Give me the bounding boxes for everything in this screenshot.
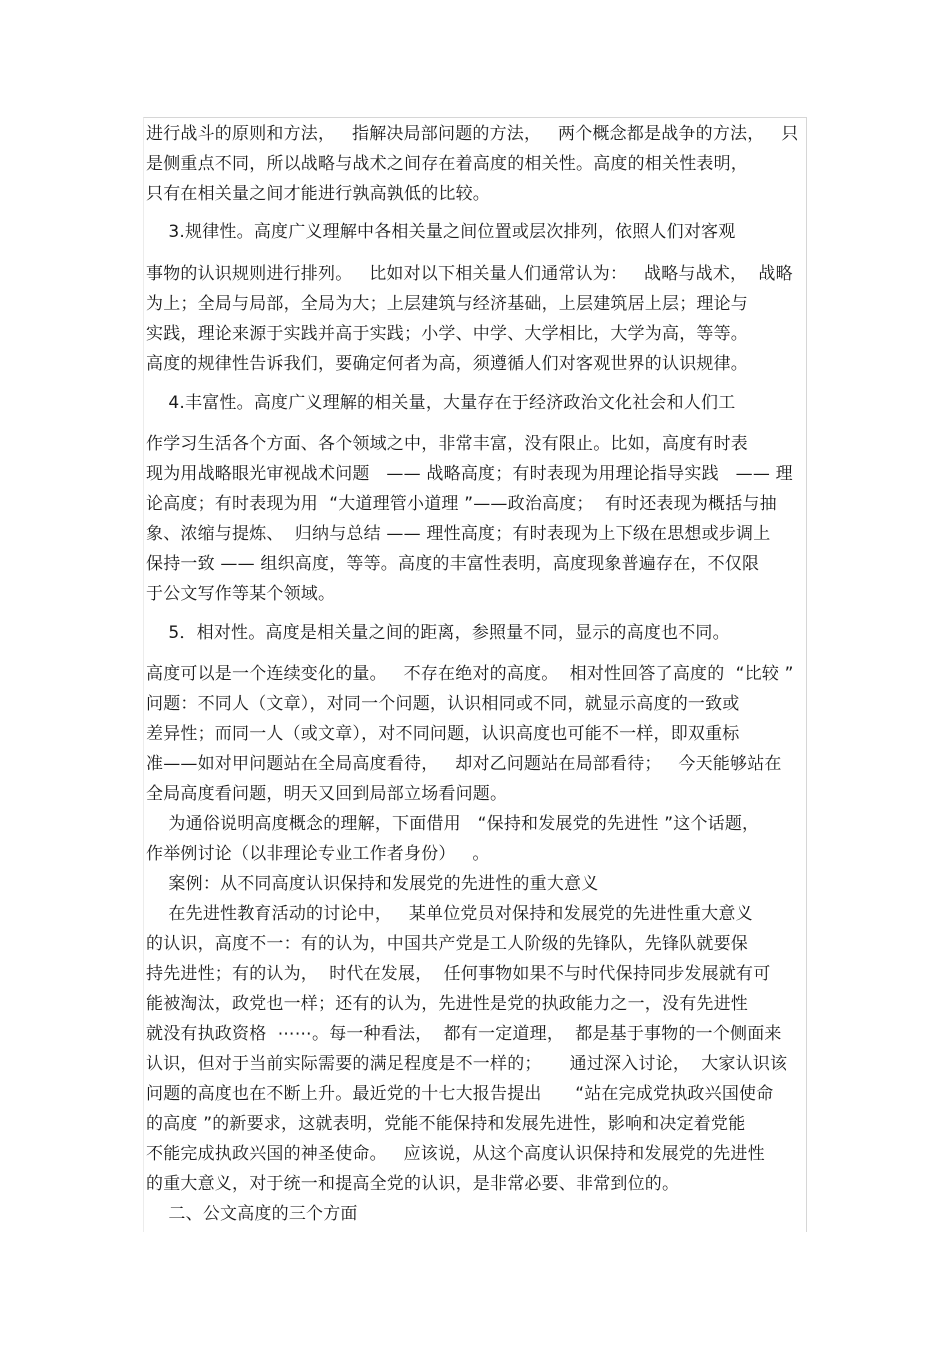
text-line: 为通俗说明高度概念的理解，下面借用 “保持和发展党的先进性 ”这个话题，	[146, 814, 760, 834]
text-line: 事物的认识规则进行排列。 比如对以下相关量人们通常认为： 战略与战术， 战略	[146, 264, 793, 284]
text-line: 只有在相关量之间才能进行孰高孰低的比较。	[146, 184, 490, 204]
section-heading: 二、公文高度的三个方面	[146, 1204, 358, 1224]
text-line: 高度可以是一个连续变化的量。 不存在绝对的高度。 相对性回答了高度的 “比较 ”	[146, 664, 794, 684]
text-line: 3.规律性。高度广义理解中各相关量之间位置或层次排列，依照人们对客观	[146, 222, 736, 242]
text-line: 的重大意义，对于统一和提高全党的认识，是非常必要、非常到位的。	[146, 1174, 680, 1194]
text-line: 不能完成执政兴国的神圣使命。 应该说，从这个高度认识保持和发展党的先进性	[146, 1144, 765, 1164]
text-line: 问题：不同人（文章），对同一个问题，认识相同或不同，就显示高度的一致或	[146, 694, 740, 714]
text-line: 是侧重点不同，所以战略与战术之间存在着高度的相关性。高度的相关性表明，	[146, 154, 748, 174]
text-line: 的高度 ”的新要求，这就表明，党能不能保持和发展先进性，影响和决定着党能	[146, 1114, 746, 1134]
text-line: 在先进性教育活动的讨论中， 某单位党员对保持和发展党的先进性重大意义	[146, 904, 753, 924]
text-line: 4.丰富性。高度广义理解的相关量，大量存在于经济政治文化社会和人们工	[146, 393, 736, 413]
text-line: 5．相对性。高度是相关量之间的距离，参照量不同，显示的高度也不同。	[146, 623, 730, 643]
text-line: 差异性；而同一人（或文章），对不同问题，认识高度也可能不一样，即双重标	[146, 724, 740, 744]
text-line: 认识，但对于当前实际需要的满足程度是不一样的； 通过深入讨论， 大家认识该	[146, 1054, 788, 1074]
text-line: 为上；全局与局部，全局为大；上层建筑与经济基础，上层建筑居上层；理论与	[146, 294, 748, 314]
text-line: 作举例讨论（以非理论专业工作者身份） 。	[146, 844, 490, 864]
text-line: 作学习生活各个方面、各个领域之中，非常丰富，没有限止。比如，高度有时表	[146, 434, 748, 454]
text-line: 准——如对甲问题站在全局高度看待， 却对乙问题站在局部看待； 今天能够站在	[146, 754, 782, 774]
text-line: 问题的高度也在不断上升。最近党的十七大报告提出 “站在完成党执政兴国使命	[146, 1084, 774, 1104]
text-line: 就没有执政资格 ⋯⋯。每一种看法， 都有一定道理， 都是基于事物的一个侧面来	[146, 1024, 782, 1044]
text-line: 案例：从不同高度认识保持和发展党的先进性的重大意义	[146, 874, 599, 894]
text-line: 象、浓缩与提炼、 归纳与总结 —— 理性高度；有时表现为上下级在思想或步调上	[146, 524, 771, 544]
text-line: 论高度；有时表现为用 “大道理管小道理 ”——政治高度； 有时还表现为概括与抽	[146, 494, 777, 514]
text-line: 保持一致 —— 组织高度，等等。高度的丰富性表明，高度现象普遍存在，不仅限	[146, 554, 760, 574]
text-line: 持先进性；有的认为， 时代在发展， 任何事物如果不与时代保持同步发展就有可	[146, 964, 771, 984]
text-line: 实践，理论来源于实践并高于实践；小学、中学、大学相比，大学为高，等等。	[146, 324, 748, 344]
text-line: 的认识，高度不一：有的认为，中国共产党是工人阶级的先锋队，先锋队就要保	[146, 934, 748, 954]
text-line: 于公文写作等某个领域。	[146, 584, 336, 604]
text-line: 进行战斗的原则和方法， 指解决局部问题的方法， 两个概念都是战争的方法， 只	[146, 124, 799, 144]
text-line: 高度的规律性告诉我们，要确定何者为高，须遵循人们对客观世界的认识规律。	[146, 354, 748, 374]
text-line: 现为用战略眼光审视战术问题 —— 战略高度；有时表现为用理论指导实践 —— 理	[146, 464, 793, 484]
text-line: 能被淘汰，政党也一样；还有的认为，先进性是党的执政能力之一，没有先进性	[146, 994, 748, 1014]
text-line: 全局高度看问题，明天又回到局部立场看问题。	[146, 784, 508, 804]
